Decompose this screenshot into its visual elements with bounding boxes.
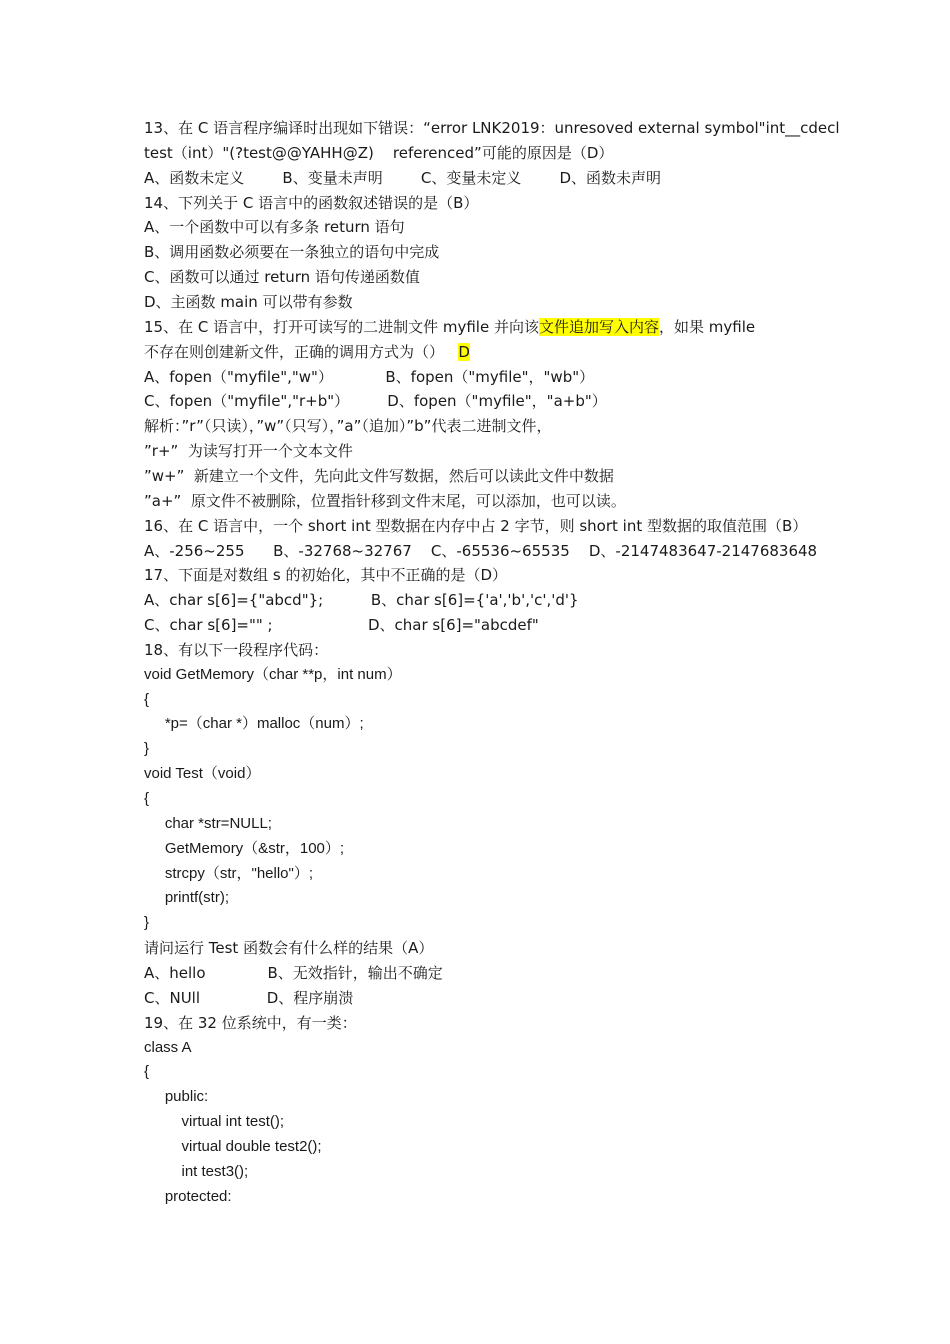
text-line: }	[144, 740, 150, 758]
text-line: protected:	[144, 1187, 232, 1205]
text-line	[144, 342, 470, 362]
text-line: ”a+” 原文件不被删除，位置指针移到文件末尾，可以添加，也可以读。	[144, 491, 626, 510]
text-line: strcpy（str，"hello"）;	[144, 864, 314, 882]
text-line: A、hello B、无效指针，输出不确定	[144, 963, 443, 982]
text-line: class A	[144, 1038, 192, 1056]
text-line: C、char s[6]="" ; D、char s[6]="abcdef"	[144, 616, 539, 634]
text-line: 16、在 C 语言中，一个 short int 型数据在内存中占 2 字节，则 short int 型数据的取值范围（B）	[144, 516, 808, 535]
text-line: A、fopen（"myfile","w"） B、fopen（"myfile"，"wb"）	[144, 367, 595, 386]
text-line: 18、有以下一段程序代码：	[144, 640, 329, 659]
text-line: test（int）"(?test@@YAHH@Z) referenced”可能的原因是（D）	[144, 143, 614, 162]
text-line: 17、下面是对数组 s 的初始化，其中不正确的是（D）	[144, 566, 507, 585]
text-line: }	[144, 914, 150, 932]
text-line: 19、在 32 位系统中，有一类：	[144, 1013, 357, 1032]
text-line: 14、下列关于 C 语言中的函数叙述错误的是（B）	[144, 193, 479, 212]
text-line: 请问运行 Test 函数会有什么样的结果（A）	[144, 939, 434, 958]
text-line: A、-256~255 B、-32768~32767 C、-65536~65535 D、-2147483647-2147683648	[144, 541, 818, 560]
text-segment: 不存在则创建新文件，正确的调用方式为（）	[144, 342, 459, 361]
text-line: A、一个函数中可以有多条 return 语句	[144, 218, 405, 237]
text-line: {	[144, 1063, 150, 1081]
text-line: A、char s[6]={"abcd"}; B、char s[6]={'a','b','c','d'}	[144, 591, 579, 610]
text-line: virtual double test2();	[144, 1137, 322, 1155]
text-line: 13、在 C 语言程序编译时出现如下错误：“error LNK2019：unresoved external symbol"int__cdecl	[144, 119, 840, 137]
text-line: GetMemory（&str，100）;	[144, 839, 345, 857]
text-line: A、函数未定义 B、变量未声明 C、变量未定义 D、函数未声明	[144, 168, 662, 187]
text-line: 解析：”r”（只读），”w”（只写），”a”（追加）”b”代表二进制文件，	[144, 417, 552, 436]
text-line: ”w+” 新建立一个文件，先向此文件写数据，然后可以读此文件中数据	[144, 466, 614, 485]
text-line: char *str=NULL;	[144, 814, 272, 832]
text-line	[144, 317, 755, 337]
text-line: B、调用函数必须要在一条独立的语句中完成	[144, 243, 440, 262]
text-segment: 15、在 C 语言中，打开可读写的二进制文件 myfile 并向该	[144, 317, 539, 336]
text-line: {	[144, 790, 150, 807]
text-line: printf(str);	[144, 889, 230, 907]
text-line: public:	[144, 1088, 209, 1106]
text-line: void GetMemory（char **p，int num）	[144, 665, 402, 683]
text-line: void Test（void）	[144, 765, 261, 783]
text-line: ”r+” 为读写打开一个文本文件	[144, 442, 353, 461]
text-line: virtual int test();	[144, 1113, 285, 1130]
text-line: {	[144, 690, 150, 708]
text-line: D、主函数 main 可以带有参数	[144, 293, 353, 311]
text-line: C、NUll D、程序崩溃	[144, 988, 354, 1007]
text-line: int test3();	[144, 1162, 249, 1180]
text-line: C、fopen（"myfile","r+b"） D、fopen（"myfile"，"a+b"）	[144, 392, 607, 411]
text-line: *p=（char *）malloc（num）;	[144, 715, 364, 733]
text-segment: ，如果 myfile	[658, 317, 756, 336]
highlighted-text: 文件追加写入内容	[538, 317, 659, 336]
highlighted-text: D	[458, 342, 470, 361]
text-line: C、函数可以通过 return 语句传递函数值	[144, 268, 420, 287]
